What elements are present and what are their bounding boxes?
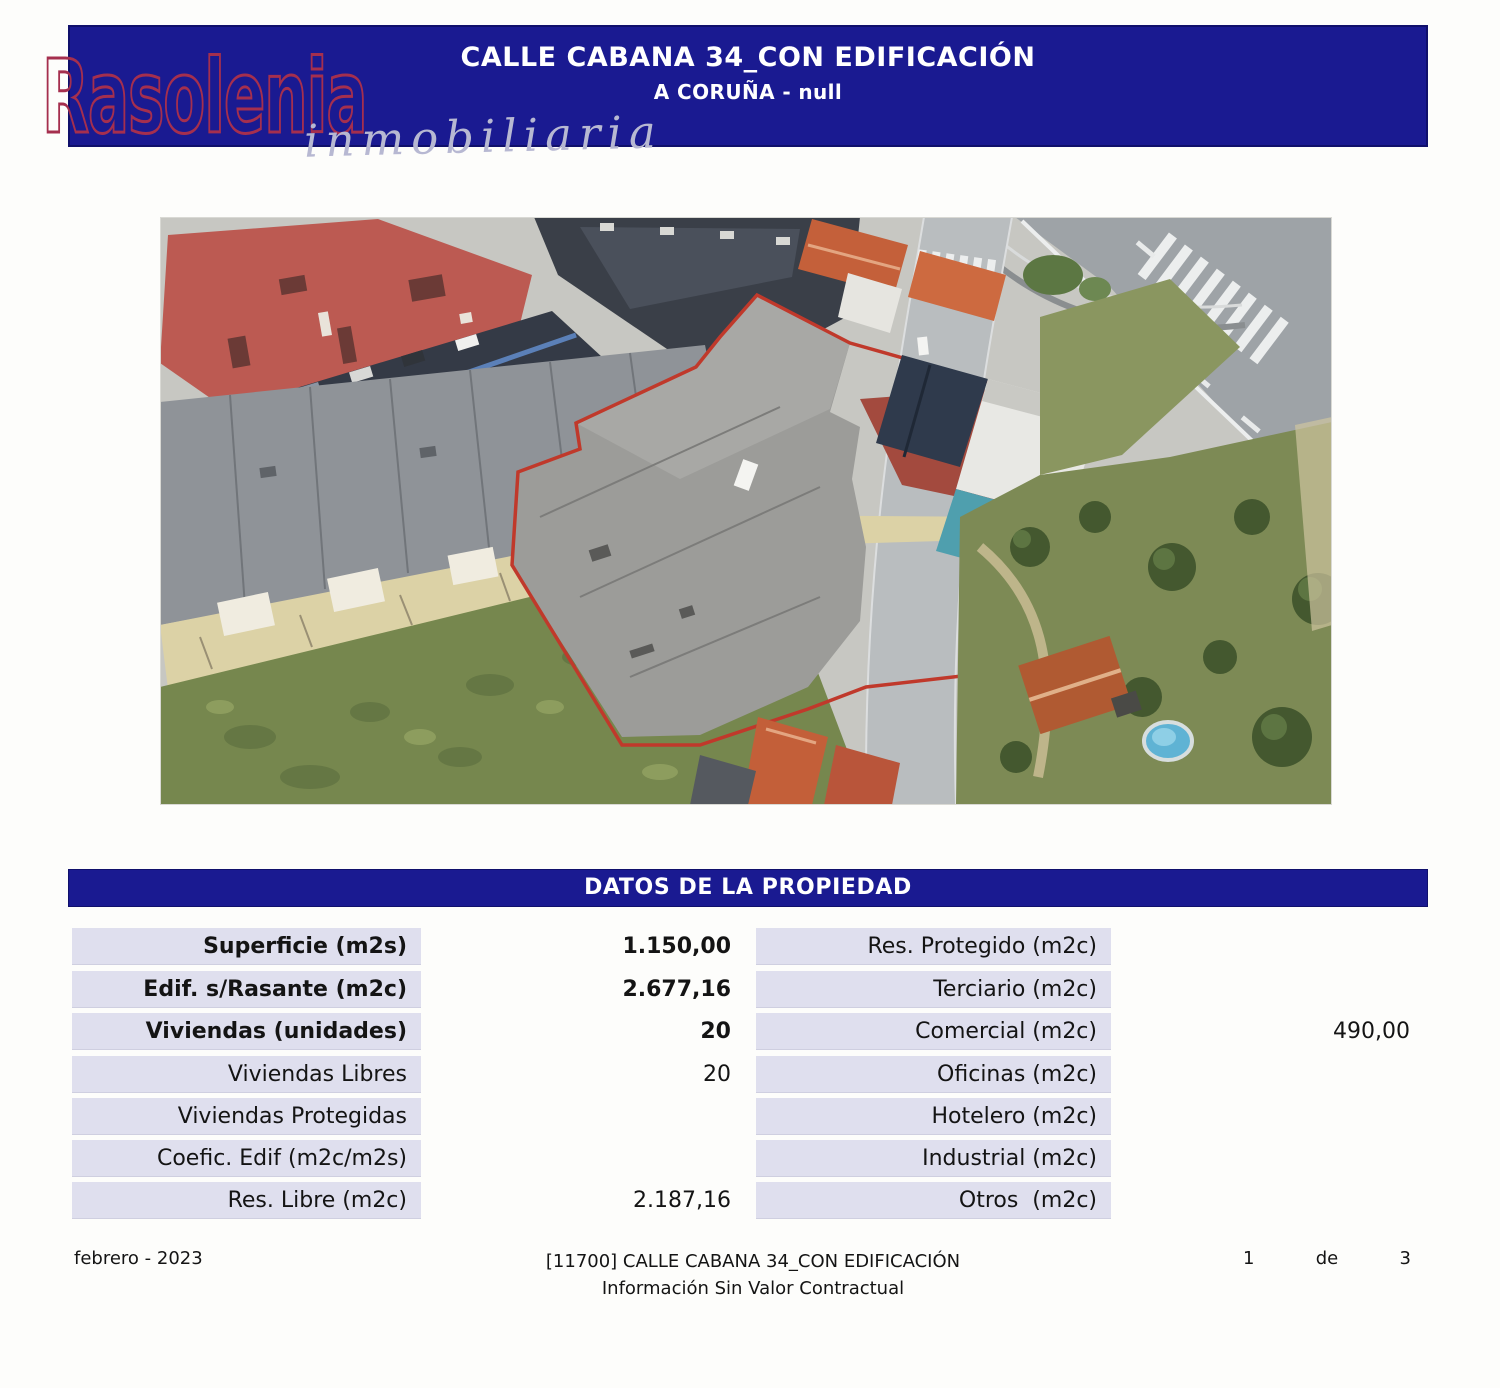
footer-pagination [1243,1248,1411,1269]
label-viviendas-protegidas: Viviendas Protegidas [72,1098,421,1135]
footer-disclaimer: Información Sin Valor Contractual [601,1278,905,1299]
label-edif-s-rasante: Edif. s/Rasante (m2c) [72,971,421,1008]
value-res-libre: 2.187,16 [633,1188,731,1213]
label-terciario: Terciario (m2c) [756,971,1111,1008]
label-coefic-edif: Coefic. Edif (m2c/m2s) [72,1140,421,1177]
value-res-protegido [1118,928,1414,965]
label-industrial: Industrial (m2c) [756,1140,1111,1177]
label-res-libre: Res. Libre (m2c) [72,1182,421,1219]
label-res-protegido: Res. Protegido (m2c) [756,928,1111,965]
value-comercial: 490,00 [1333,1019,1410,1044]
logo-tagline: inmobiliaria [303,105,664,168]
label-superficie: Superficie (m2s) [72,928,421,965]
page-title: CALLE CABANA 34_CON EDIFICACIÓN [460,42,1036,73]
aerial-photo-graphic [160,217,1332,805]
footer-page-total: 3 [1399,1248,1411,1269]
section-title: DATOS DE LA PROPIEDAD [584,875,912,900]
label-hotelero: Hotelero (m2c) [756,1098,1111,1135]
header-banner [68,25,1428,147]
value-industrial [1118,1140,1414,1177]
footer-page-separator: de [1315,1248,1339,1269]
value-superficie: 1.150,00 [622,934,731,959]
value-coefic-edif [432,1140,735,1177]
value-terciario [1118,971,1414,1008]
footer-reference-block [450,1248,1056,1302]
footer-reference: [11700] CALLE CABANA 34_CON EDIFICACIÓN [545,1251,961,1272]
value-hotelero [1118,1098,1414,1135]
value-viviendas-protegidas [432,1098,735,1135]
value-oficinas [1118,1056,1414,1093]
label-otros: Otros (m2c) [756,1182,1111,1219]
label-comercial: Comercial (m2c) [756,1013,1111,1050]
aerial-photo [160,217,1332,805]
value-otros [1118,1182,1414,1219]
value-viviendas-unidades: 20 [700,1019,731,1044]
footer-page-current: 1 [1243,1248,1255,1269]
section-header [68,869,1428,907]
label-oficinas: Oficinas (m2c) [756,1056,1111,1093]
label-viviendas-unidades: Viviendas (unidades) [72,1013,421,1050]
footer-date: febrero - 2023 [74,1248,203,1269]
value-viviendas-libres: 20 [703,1062,731,1087]
page-subtitle: A CORUÑA - null [653,80,843,104]
value-edif-s-rasante: 2.677,16 [622,977,731,1002]
label-viviendas-libres: Viviendas Libres [72,1056,421,1093]
